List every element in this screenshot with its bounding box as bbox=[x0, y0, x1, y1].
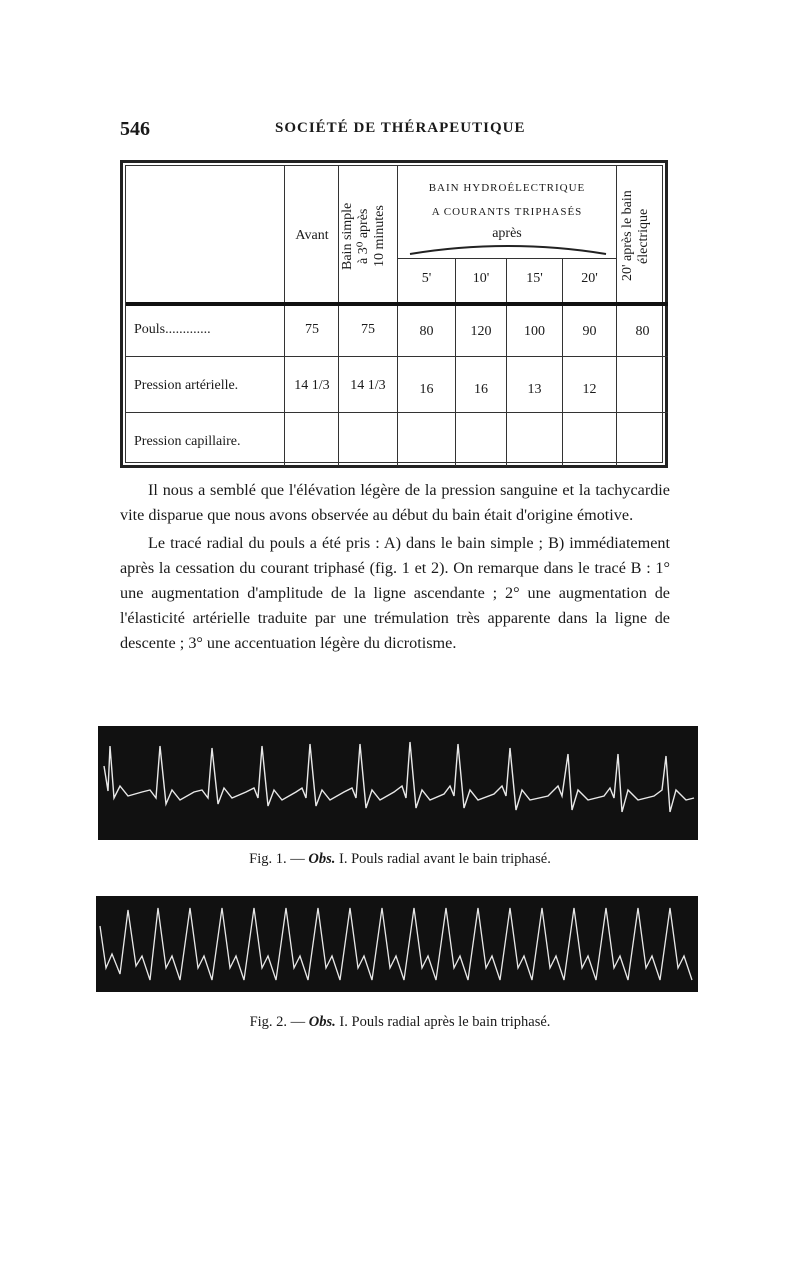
row-label-pression-arterielle: Pression artérielle. bbox=[134, 378, 239, 393]
running-title: SOCIÉTÉ DE THÉRAPEUTIQUE bbox=[275, 120, 526, 136]
body-text bbox=[120, 478, 670, 656]
caption-prefix: Fig. 2. — bbox=[249, 1014, 306, 1030]
cell: 75 bbox=[305, 322, 319, 337]
row-label-pression-capillaire: Pression capillaire. bbox=[134, 434, 241, 449]
cell: 80 bbox=[419, 324, 434, 339]
caption-text: I. Pouls radial avant le bain triphasé. bbox=[339, 851, 551, 867]
cell: 14 1/3 bbox=[294, 378, 330, 393]
header-10min: 10' bbox=[472, 271, 490, 286]
row-label-pouls: Pouls............. bbox=[134, 322, 211, 337]
cell: 14 1/3 bbox=[350, 378, 386, 393]
header-group-line2: A COURANTS TRIPHASÉS bbox=[431, 206, 583, 218]
row-rule bbox=[126, 412, 668, 413]
col-divider bbox=[616, 166, 617, 466]
figure-2-caption bbox=[0, 1014, 800, 1031]
cell: 120 bbox=[470, 324, 492, 339]
figure-2-pulse-trace bbox=[96, 896, 698, 992]
subheader-rule bbox=[398, 258, 616, 259]
cell: 90 bbox=[582, 324, 597, 339]
header-group-line3: après bbox=[492, 226, 522, 241]
caption-obs: Obs. bbox=[308, 851, 336, 867]
header-group-line1: BAIN HYDROÉLECTRIQUE bbox=[428, 182, 586, 194]
caption-prefix: Fig. 1. — bbox=[249, 851, 305, 867]
header-bain-simple: Bain simple à 3⁰ après 10 minutes bbox=[340, 202, 387, 270]
header-avant: Avant bbox=[295, 228, 329, 243]
col-divider bbox=[562, 258, 563, 466]
cell: 100 bbox=[524, 324, 545, 339]
header-5min: 5' bbox=[421, 271, 432, 286]
data-table bbox=[120, 160, 668, 468]
cell: 80 bbox=[635, 324, 650, 339]
pulse-trace-svg-2 bbox=[96, 896, 698, 992]
cell: 13 bbox=[527, 382, 542, 397]
group-brace bbox=[408, 244, 608, 256]
table-inner bbox=[125, 165, 663, 463]
caption-obs: Obs. bbox=[308, 1014, 336, 1030]
col-divider bbox=[455, 258, 456, 466]
figure-1-pulse-trace bbox=[98, 726, 698, 840]
cell: 16 bbox=[419, 382, 434, 397]
header-15min: 15' bbox=[526, 271, 543, 286]
col-divider bbox=[338, 166, 339, 466]
row-rule bbox=[126, 356, 668, 357]
cell: 12 bbox=[582, 382, 597, 397]
cell: 16 bbox=[474, 382, 488, 397]
paragraph: Le tracé radial du pouls a été pris : A) dans le bain simple ; B) immédiatement après la cessation du courant triphasé (fig. 1 et 2). On remarque dans le tracé B : 1° une augmentation d'amplitude de la ligne ascendante ; 2° une augmentation de l'élasticité artérielle traduite par une trémulation très apparente dans la ligne de descente ; 3° une accentuation légère du dicrotisme. bbox=[120, 534, 670, 652]
caption-text: I. Pouls radial après le bain triphasé. bbox=[339, 1014, 551, 1030]
page-number: 546 bbox=[120, 118, 150, 140]
header-after-bath: 20' après le bain électrique bbox=[620, 190, 651, 282]
paragraph: Il nous a semblé que l'élévation légère de la pression sanguine et la tachycardie vite disparue que nous avons observée au début du bain était d'origine émotive. bbox=[120, 481, 670, 524]
pulse-trace-svg-1 bbox=[98, 726, 698, 840]
col-divider bbox=[284, 166, 285, 466]
header-20min: 20' bbox=[581, 271, 598, 286]
header-thick-rule bbox=[126, 302, 668, 306]
cell: 75 bbox=[361, 322, 375, 337]
col-divider bbox=[506, 258, 507, 466]
figure-1-caption bbox=[0, 851, 800, 868]
